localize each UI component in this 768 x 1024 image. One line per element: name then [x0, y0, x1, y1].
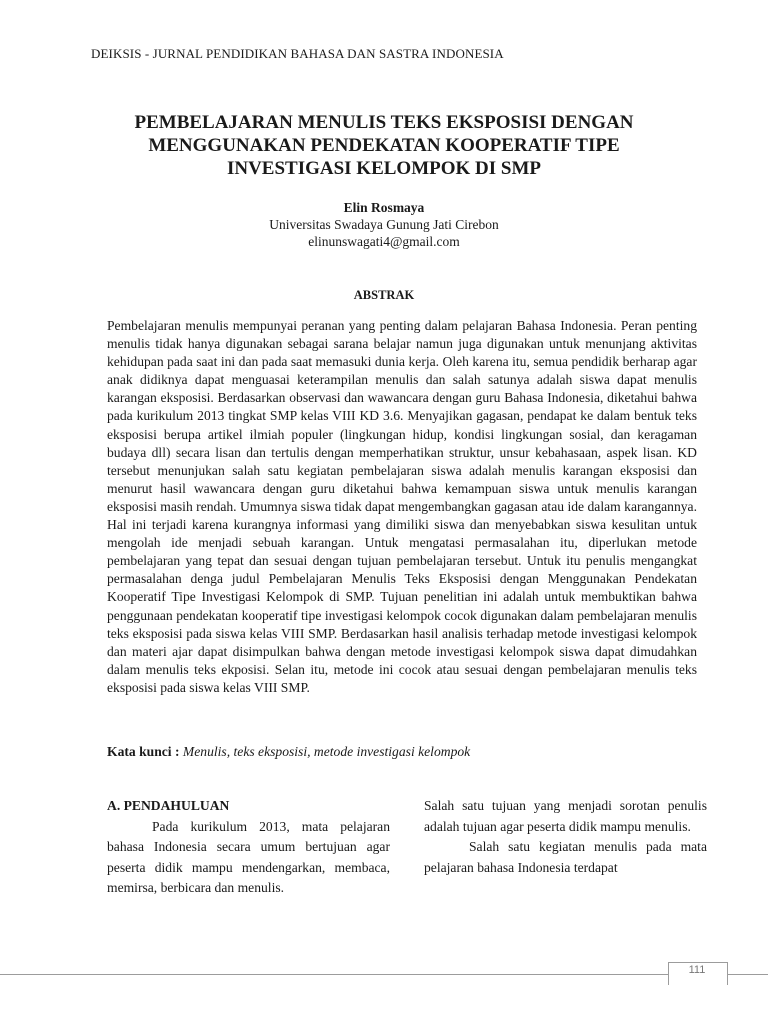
- body-paragraph: Salah satu kegiatan menulis pada mata pelajaran bahasa Indonesia terdapat: [424, 839, 707, 875]
- keywords-text: Menulis, teks eksposisi, metode investigasi kelompok: [179, 744, 471, 759]
- body-column-left: [107, 796, 390, 899]
- section-heading: A. PENDAHULUAN: [107, 798, 230, 813]
- keywords-label: Kata kunci :: [107, 744, 180, 759]
- body-paragraph: Salah satu tujuan yang menjadi sorotan penulis adalah tujuan agar peserta didik mampu menulis.: [424, 798, 707, 834]
- body-paragraph: Pada kurikulum 2013, mata pelajaran bahasa Indonesia secara umum bertujuan agar peserta didik mampu mendengarkan, membaca, memirsa, berbicara dan menulis.: [107, 818, 390, 895]
- title-line: MENGGUNAKAN PENDEKATAN KOOPERATIF TIPE: [148, 135, 620, 156]
- title-line: PEMBELAJARAN MENULIS TEKS EKSPOSISI DENGAN: [134, 112, 634, 133]
- abstract-heading: ABSTRAK: [353, 288, 415, 302]
- article-title: [70, 111, 698, 180]
- journal-running-head: DEIKSIS - JURNAL PENDIDIKAN BAHASA DAN SASTRA INDONESIA: [91, 46, 504, 61]
- footer-rule: [0, 974, 768, 975]
- author-name: Elin Rosmaya: [343, 200, 425, 215]
- page-number: 111: [688, 964, 706, 976]
- author-email: elinunswagati4@gmail.com: [308, 234, 460, 249]
- body-column-right: [424, 796, 707, 878]
- keywords: [107, 744, 470, 760]
- author-affiliation: Universitas Swadaya Gunung Jati Cirebon: [269, 217, 499, 232]
- title-line: INVESTIGASI KELOMPOK DI SMP: [226, 158, 542, 179]
- abstract-text: Pembelajaran menulis mempunyai peranan yang penting dalam pelajaran Bahasa Indonesia. Peran penting menulis tidak hanya digunakan sebagai sarana belajar namun juga digunakan untuk menunjang aktivitas kehidupan pada saat ini dan pada saat memasuki dunia kerja. Oleh karena itu, semua pendidik berharap agar anak didiknya dapat menguasai keterampilan menulis dan salah satunya adalah siswa dapat menulis karangan eksposisi. Berdasarkan observasi dan wawancara dengan guru Bahasa Indonesia, diketahui bahwa pada kurikulum 2013 tingkat SMP kelas VIII KD 3.6. Menyajikan gagasan, pendapat ke dalam bentuk teks eksposisi berupa artikel ilmiah populer (lingkungan hidup, kondisi lingkungan sosial, dan keragaman budaya dll) secara lisan dan tertulis dengan memperhatikan struktur, unsur kebahasaan, aspek lisan. KD tersebut menunjukan salah satu kegiatan pembelajaran siswa adalah menulis karangan eksposisi dan menurut hasil wawancara dengan guru diketahui bahwa kemampuan siswa untuk menulis karangan eksposisi masih rendah. Umumnya siswa tidak dapat mengembangkan gagasan atau ide dalam karangannya. Hal ini terjadi karena kurangnya informasi yang dimiliki siswa dan menyebabkan siswa kesulitan untuk mengolah ide menjadi sebuah karangan. Untuk mengatasi permasalahan itu, diperlukan metode pembelajaran yang tepat dan sesuai dengan tujuan pembelajaran tersebut. Untuk itu penulis mengangkat permasalahan denga judul Pembelajaran Menulis Teks Eksposisi dengan Menggunakan Pendekatan Kooperatif Tipe Investigasi Kelompok di SMP. Tujuan penelitian ini adalah untuk membuktikan bahwa penggunaan pendekatan kooperatif tipe investigasi kelompok cocok digunakan dalam pembelajaran menulis teks eksposisi pada siswa kelas VIII SMP. Berdasarkan hasil analisis terhadap metode investigasi kelompok dan materi ajar dapat disimpulkan bahwa dengan metode investigasi kelompok siswa dapat dimudahkan dalam menulis teks ekposisi. Selan itu, metode ini cocok atau sesuai dengan pembelajaran menulis teks eksposisi pada siswa kelas VIII SMP.: [107, 318, 697, 695]
